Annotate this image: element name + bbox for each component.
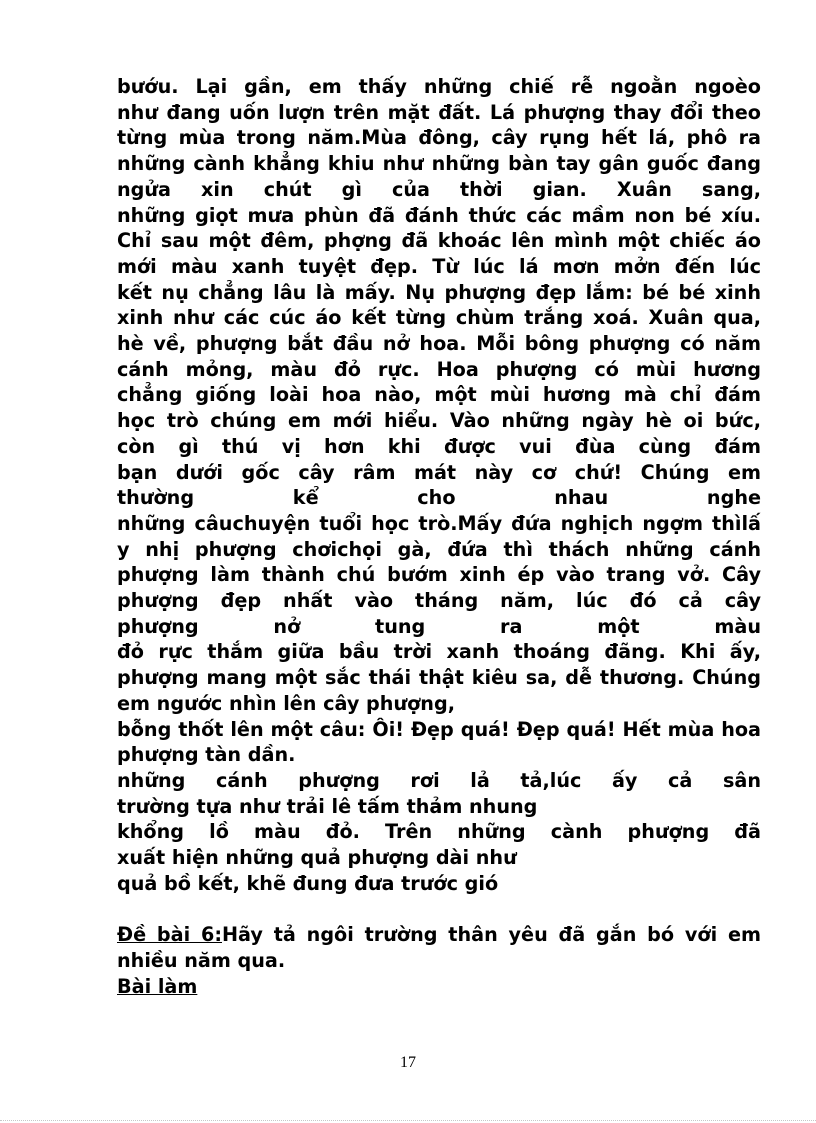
assignment-line-1	[117, 922, 761, 948]
answer-heading: Bài làm	[117, 974, 198, 998]
text-line-11: hè về, phượng bắt đầu nở hoa. Mỗi bông phượng có năm	[117, 332, 761, 356]
text-line-9: kết nụ chẳng lâu là mấy. Nụ phượng đẹp lắm: bé bé xinh	[117, 280, 761, 304]
page-number: 17	[400, 1054, 416, 1071]
text-line-4: những cành khẳng khiu như những bàn tay gân guốc đang	[117, 152, 761, 176]
text-line-1: bướu. Lại gần, em thấy những chiế rễ ngoằn ngoèo	[117, 75, 761, 98]
text-line-13: chẳng giống loài hoa nào, một mùi hương mà chỉ đám	[117, 383, 761, 407]
assignment-text: Hãy tả ngôi trường thân yêu đã gắn bó với em	[222, 923, 761, 947]
text-line-8: mới màu xanh tuyệt đẹp. Từ lúc lá mơn mởn đến lúc	[117, 254, 761, 278]
text-line-20: phượng làm thành chú bướm xinh ép vào trang vở. Cây	[117, 563, 761, 587]
text-line-23: đỏ rực thắm giữa bầu trời xanh thoáng đãng. Khi ấy,	[117, 640, 761, 664]
body-text	[117, 74, 761, 999]
text-line-30: khổng lồ màu đỏ. Trên những cành phượng đã	[117, 820, 761, 844]
text-line-19: y nhị phượng chơichọi gà, đứa thì thách những cánh	[117, 537, 761, 561]
text-line-6: những giọt mưa phùn đã đánh thức các mầm non bé xíu.	[117, 203, 761, 227]
answer-heading-line	[117, 974, 761, 1000]
text-line-28: những cánh phượng rơi lả tả,lúc ấy cả sân	[117, 768, 761, 792]
text-line-29: trường tựa như trải lê tấm thảm nhung	[117, 794, 538, 818]
text-line-27: phượng tàn dần.	[117, 743, 296, 767]
assignment-label: Đề bài 6:	[117, 923, 222, 947]
assignment-line-2: nhiều năm qua.	[117, 948, 286, 972]
page-bottom-divider	[0, 1120, 816, 1121]
text-line-2: như đang uốn lượn trên mặt đất. Lá phượng thay đổi theo	[117, 100, 761, 124]
text-line-7: Chỉ sau một đêm, phợng đã khoác lên mình một chiếc áo	[117, 229, 761, 253]
text-line-5: ngửa xin chút gì của thời gian. Xuân sang,	[117, 177, 761, 201]
text-line-3: từng mùa trong năm.Mùa đông, cây rụng hết lá, phô ra	[117, 126, 761, 150]
text-line-16: bạn dưới gốc cây râm mát này cơ chứ! Chúng em	[117, 460, 761, 484]
text-line-18: những câuchuyện tuổi học trò.Mấy đứa nghịch ngợm thìlấ	[117, 511, 761, 535]
text-line-22: phượng nở tung ra một màu	[117, 614, 761, 638]
text-line-31: xuất hiện những quả phượng dài như	[117, 846, 517, 870]
text-line-26: bỗng thốt lên một câu: Ôi! Đẹp quá! Đẹp quá! Hết mùa hoa	[117, 717, 761, 741]
text-line-24: phượng mang một sắc thái thật kiêu sa, dễ thương. Chúng	[117, 666, 761, 690]
text-line-21: phượng đẹp nhất vào tháng năm, lúc đó cả cây	[117, 589, 761, 613]
text-line-14: học trò chúng em mới hiểu. Vào những ngày hè oi bức,	[117, 409, 761, 433]
text-line-32: quả bồ kết, khẽ đung đưa trước gió	[117, 871, 499, 895]
text-line-10: xinh như các cúc áo kết từng chùm trắng xoá. Xuân qua,	[117, 306, 761, 330]
text-line-25: em ngước nhìn lên cây phượng,	[117, 691, 455, 715]
text-line-12: cánh mỏng, màu đỏ rực. Hoa phượng có mùi hương	[117, 357, 761, 381]
text-line-17: thường kể cho nhau nghe	[117, 486, 761, 510]
text-line-15: còn gì thú vị hơn khi được vui đùa cùng đám	[117, 434, 761, 458]
paragraph-gap	[117, 897, 761, 923]
